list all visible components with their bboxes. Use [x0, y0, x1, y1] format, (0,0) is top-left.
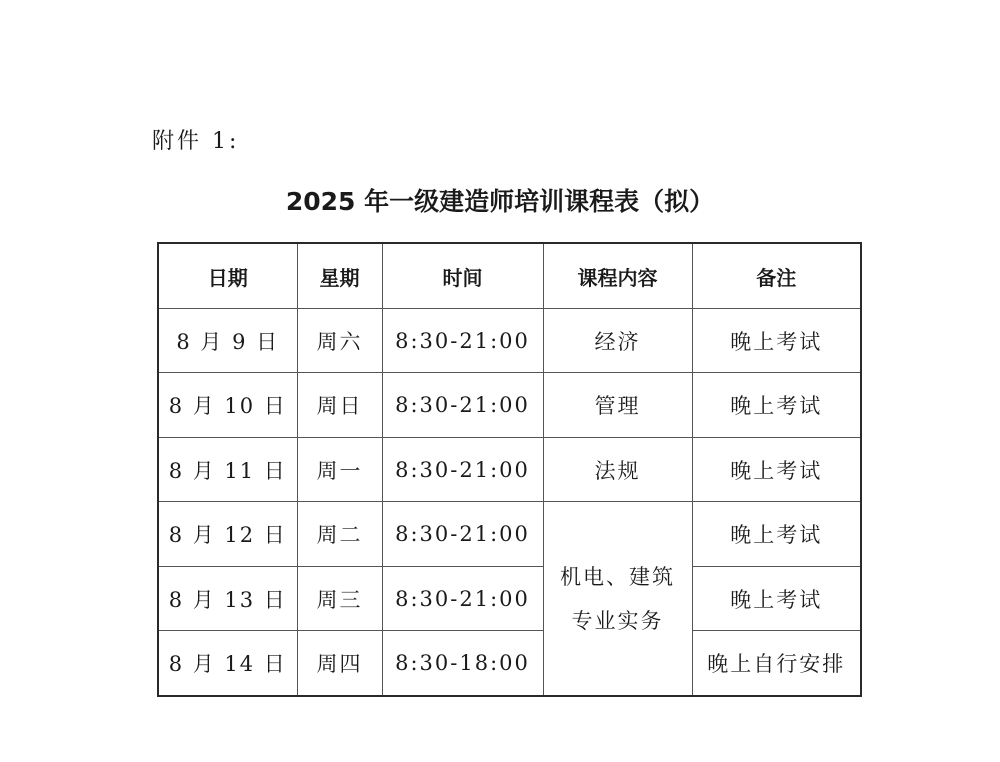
- time-cell: 8:30-21:00: [382, 437, 543, 501]
- note-cell: 晚上考试: [692, 309, 861, 373]
- time-cell: 8:30-18:00: [382, 631, 543, 696]
- time-cell: 8:30-21:00: [382, 566, 543, 630]
- table-row: [158, 437, 861, 501]
- table-row: [158, 502, 861, 566]
- note-cell: 晚上考试: [692, 373, 861, 437]
- header-time: 时间: [382, 243, 543, 309]
- merged-course-line-1: 机电、建筑: [560, 564, 675, 589]
- attachment-label: 附件 1:: [152, 129, 240, 154]
- note-cell: 晚上考试: [692, 566, 861, 630]
- date-cell: 8 月 9 日: [158, 309, 297, 373]
- weekday-cell: 周一: [297, 437, 382, 501]
- note-cell: 晚上自行安排: [692, 631, 861, 696]
- date-cell: 8 月 14 日: [158, 631, 297, 696]
- table-row: [158, 631, 861, 696]
- date-cell: 8 月 11 日: [158, 437, 297, 501]
- course-schedule-table: [157, 242, 862, 697]
- header-note: 备注: [692, 243, 861, 309]
- course-cell: 经济: [543, 309, 692, 373]
- weekday-cell: 周二: [297, 502, 382, 566]
- weekday-cell: 周六: [297, 309, 382, 373]
- merged-course-cell: [543, 502, 692, 696]
- header-weekday: 星期: [297, 243, 382, 309]
- table-header-row: [158, 243, 861, 309]
- time-cell: 8:30-21:00: [382, 309, 543, 373]
- merged-course-line-2: 专业实务: [571, 608, 664, 633]
- course-cell: 法规: [543, 437, 692, 501]
- table-row: [158, 373, 861, 437]
- weekday-cell: 周三: [297, 566, 382, 630]
- date-cell: 8 月 12 日: [158, 502, 297, 566]
- time-cell: 8:30-21:00: [382, 373, 543, 437]
- note-cell: 晚上考试: [692, 437, 861, 501]
- weekday-cell: 周四: [297, 631, 382, 696]
- course-cell: 管理: [543, 373, 692, 437]
- date-cell: 8 月 10 日: [158, 373, 297, 437]
- header-course: 课程内容: [543, 243, 692, 309]
- document-title: 2025 年一级建造师培训课程表（拟）: [285, 187, 715, 216]
- time-cell: 8:30-21:00: [382, 502, 543, 566]
- table-row: [158, 309, 861, 373]
- note-cell: 晚上考试: [692, 502, 861, 566]
- table-row: [158, 566, 861, 630]
- date-cell: 8 月 13 日: [158, 566, 297, 630]
- weekday-cell: 周日: [297, 373, 382, 437]
- header-date: 日期: [158, 243, 297, 309]
